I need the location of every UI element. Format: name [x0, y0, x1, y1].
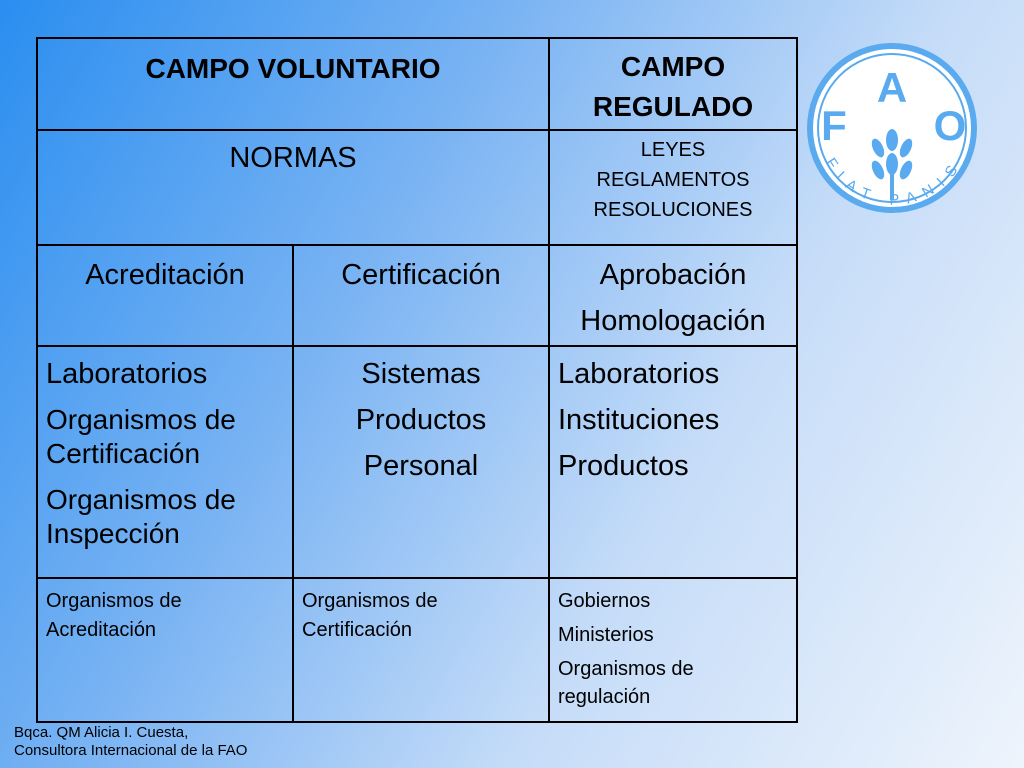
list-item: Instituciones — [558, 404, 720, 436]
credit-line-2: Consultora Internacional de la FAO — [14, 742, 248, 759]
cell-certificacion-objetos — [293, 346, 549, 578]
list-item: Sistemas — [361, 358, 481, 390]
list-item: Organismos de Certificación — [46, 404, 236, 469]
row-normas — [37, 130, 797, 245]
cell-gobiernos-list — [549, 578, 797, 722]
cell-organismos-certificacion: Organismos de Certificación — [293, 578, 549, 722]
header-campo-voluntario: CAMPO VOLUNTARIO — [37, 38, 549, 130]
list-item: Aprobación — [599, 259, 747, 291]
cell-acreditacion: Acreditación — [37, 245, 293, 346]
cell-regulado-objetos — [549, 346, 797, 578]
list-item: Homologación — [580, 305, 766, 337]
comparison-table — [36, 37, 798, 723]
list-item: Laboratorios — [558, 358, 720, 390]
list-item: Ministerios — [558, 624, 654, 646]
cell-organismos-acreditacion: Organismos de Acreditación — [37, 578, 293, 722]
logo-letter-a: A — [876, 64, 908, 111]
logo-letter-f: F — [821, 102, 847, 149]
list-item: Gobiernos — [558, 590, 651, 612]
logo-motto: FIAT PANIS — [821, 155, 967, 209]
header-row — [37, 38, 797, 130]
row-objetos — [37, 346, 797, 578]
cell-normas: NORMAS — [37, 130, 549, 245]
list-item: Organismos de Inspección — [46, 484, 236, 549]
fao-logo — [798, 40, 986, 216]
list-item: Laboratorios — [46, 358, 208, 390]
list-item: RESOLUCIONES — [593, 199, 753, 221]
author-credit — [14, 724, 247, 760]
row-organismos — [37, 578, 797, 722]
cell-acreditacion-objetos — [37, 346, 293, 578]
list-item: Productos — [355, 404, 487, 436]
row-procesos — [37, 245, 797, 346]
cell-leyes-list — [549, 130, 797, 245]
list-item: REGLAMENTOS — [596, 169, 750, 191]
header-campo-regulado: CAMPO REGULADO — [549, 38, 797, 130]
list-item: Personal — [363, 450, 479, 482]
cell-certificacion: Certificación — [293, 245, 549, 346]
credit-line-1: Bqca. QM Alicia I. Cuesta, — [14, 724, 189, 741]
list-item: Organismos de regulación — [558, 658, 694, 708]
logo-letter-o: O — [933, 102, 967, 149]
list-item: Productos — [558, 450, 689, 482]
list-item: LEYES — [640, 139, 706, 161]
cell-aprobacion-list — [549, 245, 797, 346]
